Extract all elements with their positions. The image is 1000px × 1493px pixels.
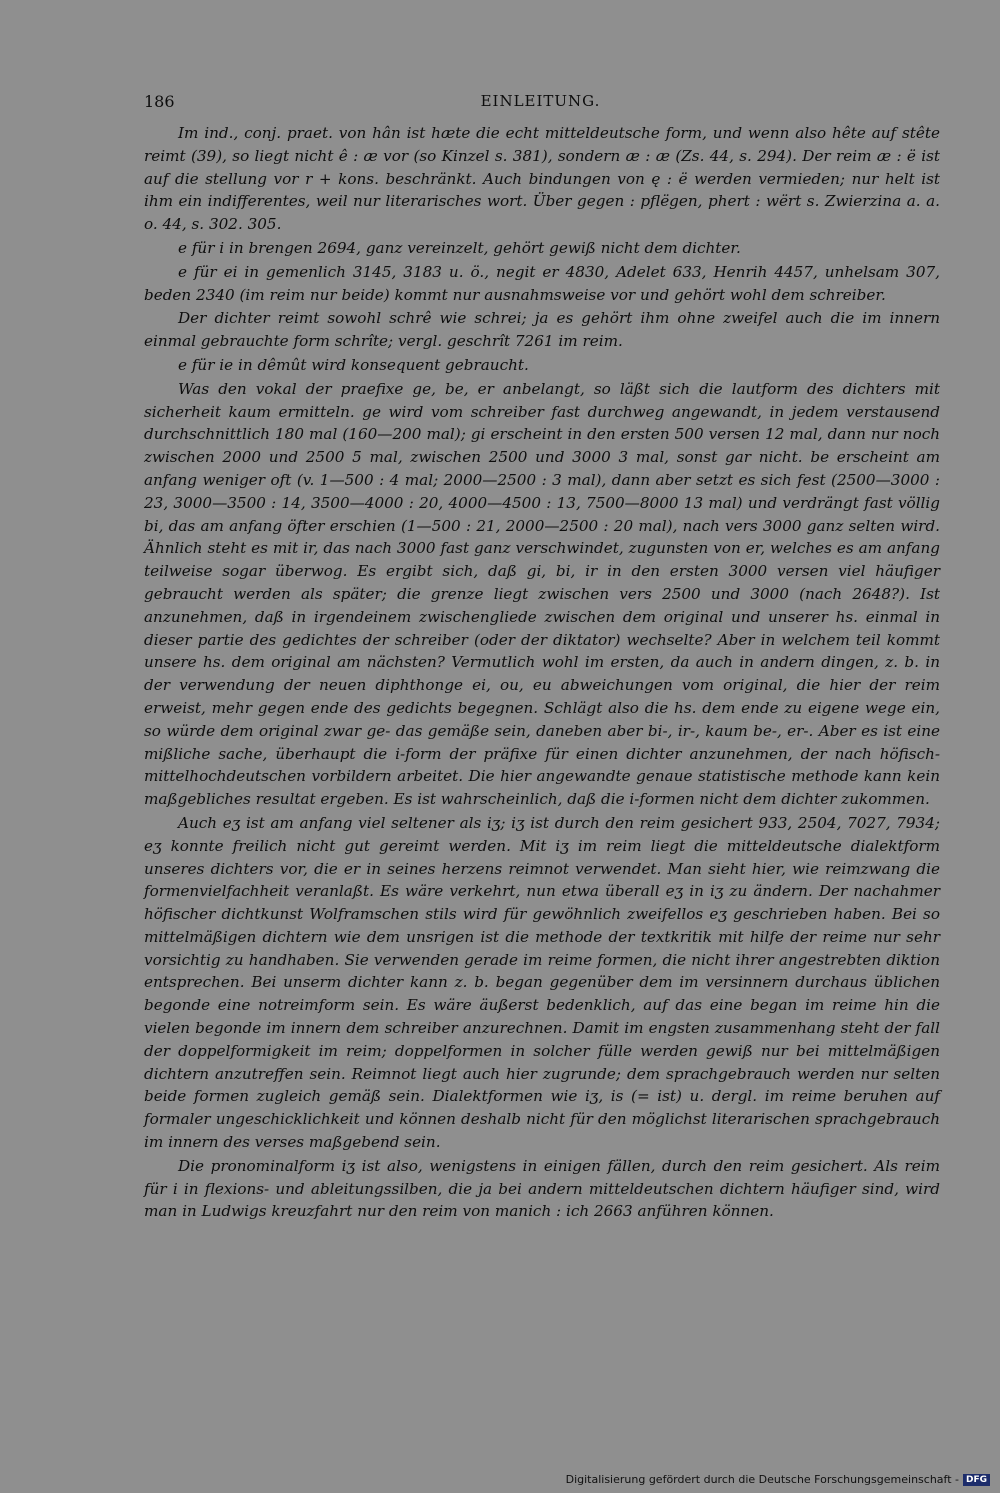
- paragraph: e für i in brengen 2694, ganz vereinzelt, gehört gewiß nicht dem dichter.: [178, 238, 741, 257]
- page-number: 186: [144, 92, 175, 111]
- paragraph: Was den vokal der praefixe ge, be, er anbelangt, so läßt sich die lautform des dichters mit sicherheit kaum ermitteln. ge wird vom schreiber fast durchweg angewandt, in jedem verstausend durchschnittlich 180 mal (160—200 mal); gi erscheint in den ersten 500 versen 12 mal, dann nur noch zwischen 2000 und 2500 5 mal, zwischen 2500 und 3000 3 mal, sonst gar nicht. be erscheint am anfang weniger oft (v. 1—500 : 4 mal; 2000—2500 : 3 mal), dann aber setzt es sich fest (2500—3000 : 23, 3000—3500 : 14, 3500—4000 : 20, 4000—4500 : 13, 7500—8000 13 mal) und verdrängt fast völlig bi, das am anfang öfter erschien (1—500 : 21, 2000—2500 : 20 mal), nach vers 3000 ganz selten wird. Ähnlich steht es mit ir, das nach 3000 fast ganz verschwindet, zugunsten von er, welches es am anfang teilweise sogar überwog. Es ergibt sich, daß gi, bi, ir in den ersten 3000 versen viel häufiger gebraucht werden als später; die grenze liegt zwischen vers 2500 und 3000 (nach 2648?). Ist anzunehmen, daß in irgendeinem zwischengliede zwischen dem original und unserer hs. einmal in dieser partie des gedichtes der schreiber (oder der diktator) wechselte? Aber in welchem teil kommt unsere hs. dem original am nächsten? Vermutlich wohl im ersten, da auch in andern dingen, z. b. in der verwendung der neuen diphthonge ei, ou, eu abweichungen vom original, die hier der reim erweist, mehr gegen ende des gedichts begegnen. Schlägt also die hs. dem ende zu eigene wege ein, so würde dem original zwar ge- das gemäße sein, daneben aber bi-, ir-, kaum be-, er-. Aber es ist eine mißliche sache, überhaupt die i-form der präfixe für einen dichter anzunehmen, der nach höfisch-mittelhochdeutschen vorbildern arbeitet. Die hier angewandte genaue statistische methode kann kein maßgebliches resultat ergeben. Es ist wahrscheinlich, daß die i-formen nicht dem dichter zukommen.: [144, 379, 940, 809]
- footer-text: Digitalisierung gefördert durch die Deutsche Forschungsgemeinschaft -: [565, 1473, 959, 1486]
- paragraph: Der dichter reimt sowohl schrê wie schrei; ja es gehört ihm ohne zweifel auch die im innern einmal gebrauchte form schrîte; vergl. geschrît 7261 im reim.: [144, 309, 940, 351]
- running-title: EINLEITUNG.: [480, 92, 601, 110]
- paragraph: e für ei in gemenlich 3145, 3183 u. ö., negit er 4830, Adelet 633, Henrih 4457, unhelsam 307, beden 2340 (im reim nur beide) kommt nur ausnahmsweise vor und gehört wohl dem schreiber.: [144, 262, 940, 304]
- paragraph: e für ie in dêmût wird konsequent gebraucht.: [178, 355, 529, 374]
- digitization-footer: [566, 1473, 990, 1486]
- paragraph: Auch eʒ ist am anfang viel seltener als iʒ; iʒ ist durch den reim gesichert 933, 2504, 7027, 7934; eʒ konnte freilich nicht gut gereimt werden. Mit iʒ im reim liegt die mitteldeutsche dialektform unseres dichters vor, die er in seines herzens reimnot verwendet. Man sieht hier, wie reimzwang die formenvielfachheit veranlaßt. Es wäre verkehrt, nun etwa überall eʒ in iʒ zu ändern. Der nachahmer höfischer dichtkunst Wolframschen stils wird für gewöhnlich zweifellos eʒ geschrieben haben. Bei so mittelmäßigen dichtern wie dem unsrigen ist die methode der textkritik mit hilfe der reime nur sehr vorsichtig zu handhaben. Sie verwenden gerade im reime formen, die nicht ihrer angestrebten diktion entsprechen. Bei unserm dichter kann z. b. began gegenüber dem im versinnern durchaus üblichen begonde eine notreimform sein. Es wäre äußerst bedenklich, auf das eine began im reime hin die vielen begonde im innern dem schreiber anzurechnen. Damit im engsten zusammenhang steht der fall der doppelformigkeit im reim; doppelformen in solcher fülle werden gewiß nur bei mittelmäßigen dichtern anzutreffen sein. Reimnot liegt auch hier zugrunde; dem sprachgebrauch werden nur selten beide formen zugleich gemäß sein. Dialektformen wie iʒ, is (= ist) u. dergl. im reime beruhen auf formaler ungeschicklichkeit und können deshalb nicht für den möglichst literarischen sprachgebrauch im innern des verses maßgebend sein.: [144, 813, 940, 1152]
- body-text: [144, 122, 940, 1224]
- page-header: [144, 92, 937, 122]
- paragraph: Im ind., conj. praet. von hân ist hæte die echt mitteldeutsche form, und wenn also hête auf stête reimt (39), so liegt nicht ê : æ vor (so Kinzel s. 381), sondern æ : æ (Zs. 44, s. 294). Der reim æ : ë ist auf die stellung vor r + kons. beschränkt. Auch bindungen von ę : ë werden vermieden; nur helt ist ihm ein indifferentes, weil nur literarisches wort. Über gegen : pflëgen, phert : wërt s. Zwierzina a. a. o. 44, s. 302. 305.: [144, 124, 940, 234]
- paragraph: Die pronominalform iʒ ist also, wenigstens in einigen fällen, durch den reim gesichert. Als reim für i in flexions- und ableitungssilben, die ja bei andern mitteldeutschen dichtern häufiger sind, wird man in Ludwigs kreuzfahrt nur den reim von manich : ich 2663 anführen können.: [144, 1156, 940, 1221]
- dfg-logo: DFG: [963, 1474, 990, 1486]
